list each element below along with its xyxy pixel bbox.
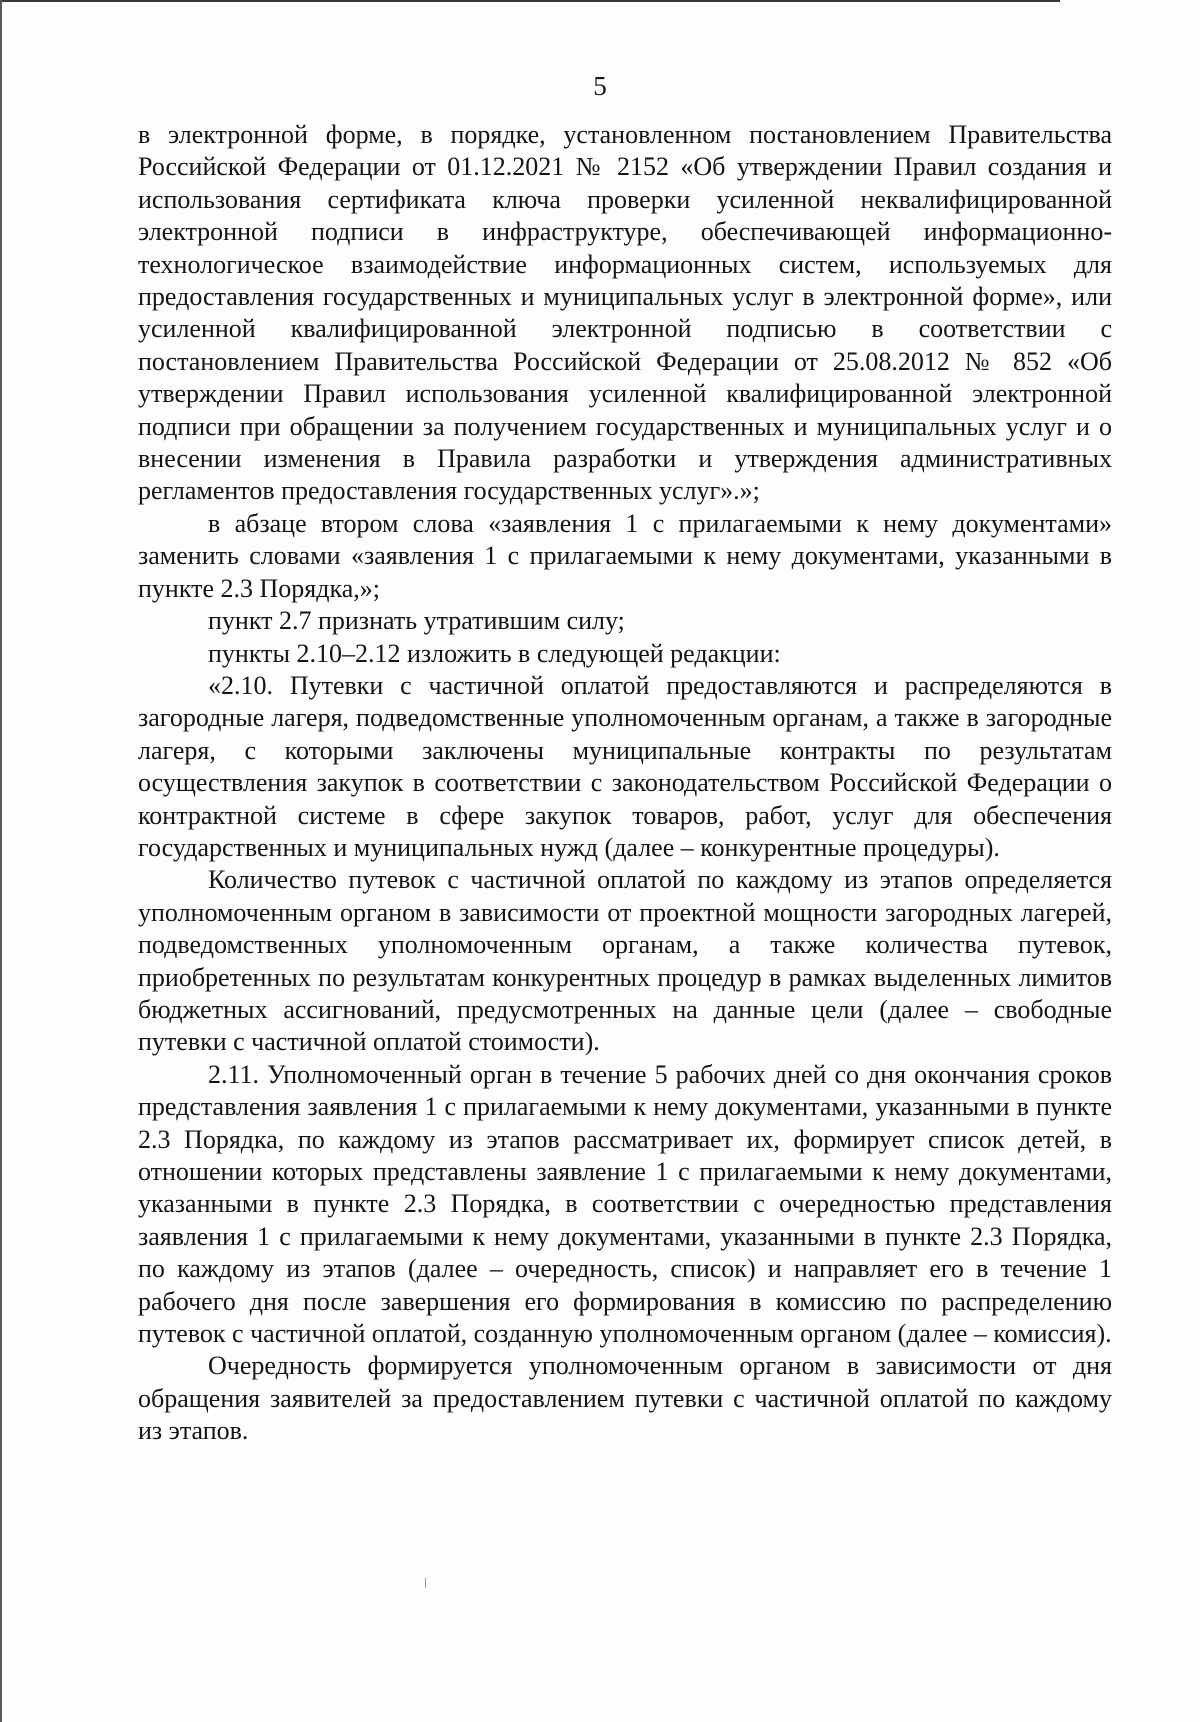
scan-border-top <box>0 0 1060 2</box>
paragraph-signature-rules: в электронной форме, в порядке, установленном постановлением Правительства Российской Федерации от 01.12.2021 № 2152 «Об утверждении Правил создания и использования сертификата ключа проверки усиленной неквалифицированной электронной подписи в инфраструктуре, обеспечивающей информационно-технологическое взаимодействие информационных систем, используемых для предоставления государственных и муниципальных услуг в электронной форме», или усиленной квалифицированной электронной подписью в соответствии с постановлением Правительства Российской Федерации от 25.08.2012 № 852 «Об утверждении Правил использования усиленной квалифицированной электронной подписи при обращении за получением государственных и муниципальных услуг и о внесении изменения в Правила разработки и утверждения административных регламентов предоставления государственных услуг».»; <box>138 120 1112 506</box>
paragraph-voucher-quantity: Количество путевок с частичной оплатой по каждому из этапов определяется уполномоченным органом в зависимости от проектной мощности загородных лагерей, подведомственных уполномоченным органам, а также количества путевок, приобретенных по результатам конкурентных процедур в рамках выделенных лимитов бюджетных ассигнований, предусмотренных на данные цели (далее – свободные путевки с частичной оплатой стоимости). <box>138 865 1112 1057</box>
paragraph-point-2-10: «2.10. Путевки с частичной оплатой предоставляются и распределяются в загородные лагеря, подведомственные уполномоченным органам, а также в загородные лагеря, с которыми заключены муниципальные контракты по результатам осуществления закупок в соответствии с законодательством Российской Федерации о контрактной системе в сфере закупок товаров, работ, услуг для обеспечения государственных и муниципальных нужд (далее – конкурентные процедуры). <box>138 670 1112 862</box>
paragraph-point-2-11: 2.11. Уполномоченный орган в течение 5 рабочих дней со дня окончания сроков представления заявления 1 с прилагаемыми к нему документами, указанными в пункте 2.3 Порядка, по каждому из этапов рассматривает их, формирует список детей, в отношении которых представлены заявление 1 с прилагаемыми к нему документами, указанными в пункте 2.3 Порядка, в соответствии с очередностью представления заявления 1 с прилагаемыми к нему документами, указанными в пункте 2.3 Порядка, по каждому из этапов (далее – очередность, список) и направляет его в течение 1 рабочего дня после завершения его формирования в комиссию по распределению путевок с частичной оплатой, созданную уполномоченным органом (далее – комиссия). <box>138 1059 1112 1349</box>
page-number: 5 <box>593 71 607 101</box>
paragraph-queue-formation: Очередность формируется уполномоченным органом в зависимости от дня обращения заявителей за предоставлением путевки с частичной оплатой по каждому из этапов. <box>138 1351 1112 1446</box>
paragraph-second-abzats-amendment: в абзаце втором слова «заявления 1 с прилагаемыми к нему документами» заменить словами «заявления 1 с прилагаемыми к нему документами, указанными в пункте 2.3 Порядка,»; <box>138 508 1112 603</box>
document-body <box>138 119 1112 1448</box>
scan-artifact-mark <box>425 1578 426 1588</box>
paragraph-point-2-7-repeal: пункт 2.7 признать утратившим силу; <box>208 606 625 636</box>
paragraph-points-2-10-2-12-intro: пункты 2.10–2.12 изложить в следующей редакции: <box>208 638 781 668</box>
scan-border-left <box>0 0 2 1722</box>
